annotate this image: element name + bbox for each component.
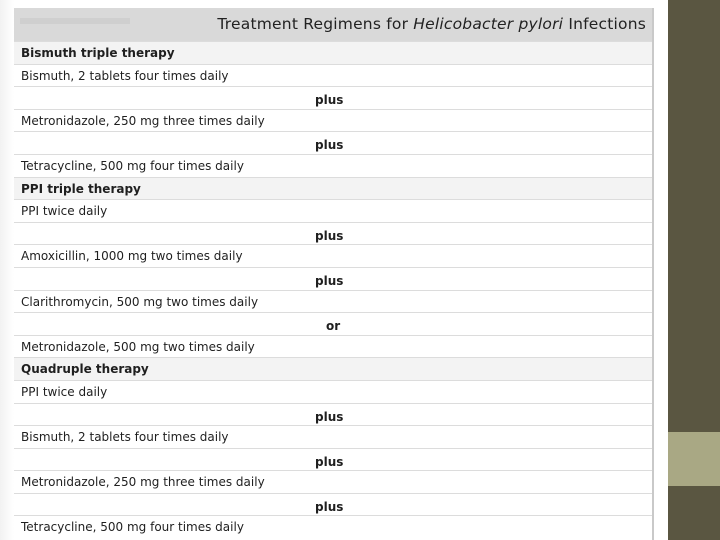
conjunction-label: plus <box>315 228 344 243</box>
regimen-item-row: Amoxicillin, 1000 mg two times daily <box>14 244 652 267</box>
regimen-item-row: Metronidazole, 250 mg three times daily <box>14 470 652 493</box>
table-title-bar <box>14 8 652 41</box>
conjunction-row <box>14 403 652 426</box>
conjunction-label: plus <box>315 93 344 108</box>
right-side-accent <box>668 432 720 486</box>
conjunction-row <box>14 86 652 109</box>
conjunction-row <box>14 312 652 335</box>
conjunction-row <box>14 448 652 471</box>
regimen-item-row: Bismuth, 2 tablets four times daily <box>14 425 652 448</box>
table-title <box>217 15 646 33</box>
publisher-logo <box>20 18 130 24</box>
regimen-item-row: Tetracycline, 500 mg four times daily <box>14 154 652 177</box>
regimen-item-row: Metronidazole, 250 mg three times daily <box>14 109 652 132</box>
section-header-row: PPI triple therapy <box>14 177 652 200</box>
regimen-item-row: Tetracycline, 500 mg four times daily <box>14 515 652 538</box>
conjunction-row <box>14 493 652 516</box>
title-suffix: Infections <box>568 15 646 33</box>
conjunction-row <box>14 131 652 154</box>
conjunction-label: plus <box>315 499 344 514</box>
section-header-row: Bismuth triple therapy <box>14 41 652 64</box>
conjunction-row <box>14 222 652 245</box>
section-header-row: Quadruple therapy <box>14 357 652 380</box>
conjunction-row <box>14 267 652 290</box>
conjunction-label: or <box>326 319 341 334</box>
regimen-item-row: PPI twice daily <box>14 199 652 222</box>
title-italic: Helicobacter pylori <box>413 15 564 33</box>
left-edge-fade <box>0 0 14 540</box>
regimen-item-row: PPI twice daily <box>14 380 652 403</box>
regimen-item-row: Bismuth, 2 tablets four times daily <box>14 64 652 87</box>
title-prefix: Treatment Regimens for <box>217 15 409 33</box>
table-rows <box>14 41 652 538</box>
regimen-item-row: Clarithromycin, 500 mg two times daily <box>14 290 652 313</box>
regimen-table <box>14 8 654 540</box>
conjunction-label: plus <box>315 409 344 424</box>
conjunction-label: plus <box>315 454 344 469</box>
conjunction-label: plus <box>315 273 344 288</box>
regimen-item-row: Metronidazole, 500 mg two times daily <box>14 335 652 358</box>
conjunction-label: plus <box>315 138 344 153</box>
